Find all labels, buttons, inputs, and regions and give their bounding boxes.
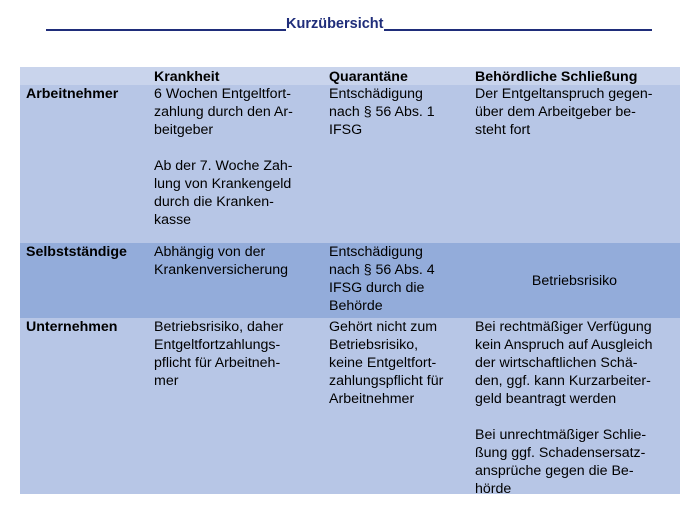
cell-text: Gehört nicht zum Betriebsrisiko, keine Entgeltfort- zahlungspflicht für Arbeitnehmer	[329, 319, 444, 407]
cell-schliessung	[469, 318, 680, 497]
page-title: Kurzübersicht	[286, 16, 384, 32]
cell-text: Bei rechtmäßiger Verfügung kein Anspruch auf Ausgleich der wirtschaftlichen Schä- den, ggf. kann Kurzarbeiter- geld beantragt werden	[475, 319, 653, 407]
table-row-selbststaendige	[20, 243, 680, 318]
cell-quarantaene	[323, 318, 469, 494]
title-underline-right	[384, 29, 653, 31]
cell-krankheit	[148, 243, 323, 318]
summary-table	[20, 67, 680, 497]
cell-krankheit	[148, 318, 323, 494]
row-label: Selbstständige	[26, 244, 127, 260]
cell-quarantaene	[323, 85, 469, 243]
cell-text: Betriebsrisiko	[531, 272, 618, 289]
title-underline-left	[46, 29, 286, 31]
cell-text: Entschädigung nach § 56 Abs. 1 IFSG	[329, 86, 435, 138]
cell-text: Entschädigung nach § 56 Abs. 4 IFSG durch die Behörde	[329, 244, 435, 314]
cell-quarantaene	[323, 243, 469, 318]
title-row	[46, 12, 652, 34]
header-cell-schliessung: Behördliche Schließung	[469, 67, 680, 85]
cell-text: Betriebsrisiko, daher Entgeltfortzahlungs- pflicht für Arbeitneh- mer	[154, 319, 284, 389]
cell-text: Bei unrechtmäßiger Schlie- ßung ggf. Schadensersatz- ansprüche gegen die Be- hörde	[475, 427, 647, 497]
cell-schliessung	[469, 243, 680, 318]
row-label: Unternehmen	[26, 319, 118, 335]
row-label: Arbeitnehmer	[26, 86, 119, 102]
table-row-unternehmen	[20, 318, 680, 497]
header-cell-quarantaene: Quarantäne	[323, 67, 469, 85]
cell-krankheit	[148, 85, 323, 243]
cell-text: Abhängig von der Krankenversicherung	[154, 244, 289, 278]
table-row-arbeitnehmer	[20, 85, 680, 243]
cell-schliessung	[469, 85, 680, 243]
table-header-row	[20, 67, 680, 85]
cell-text: Ab der 7. Woche Zah- lung von Krankengeld durch die Kranken- kasse	[154, 158, 293, 228]
cell-text: Der Entgeltanspruch gegen- über dem Arbeitgeber be- steht fort	[475, 86, 653, 138]
header-cell-krankheit: Krankheit	[148, 67, 323, 85]
header-cell-empty	[20, 67, 148, 85]
cell-text: 6 Wochen Entgeltfort- zahlung durch den Ar- beitgeber	[154, 86, 293, 138]
